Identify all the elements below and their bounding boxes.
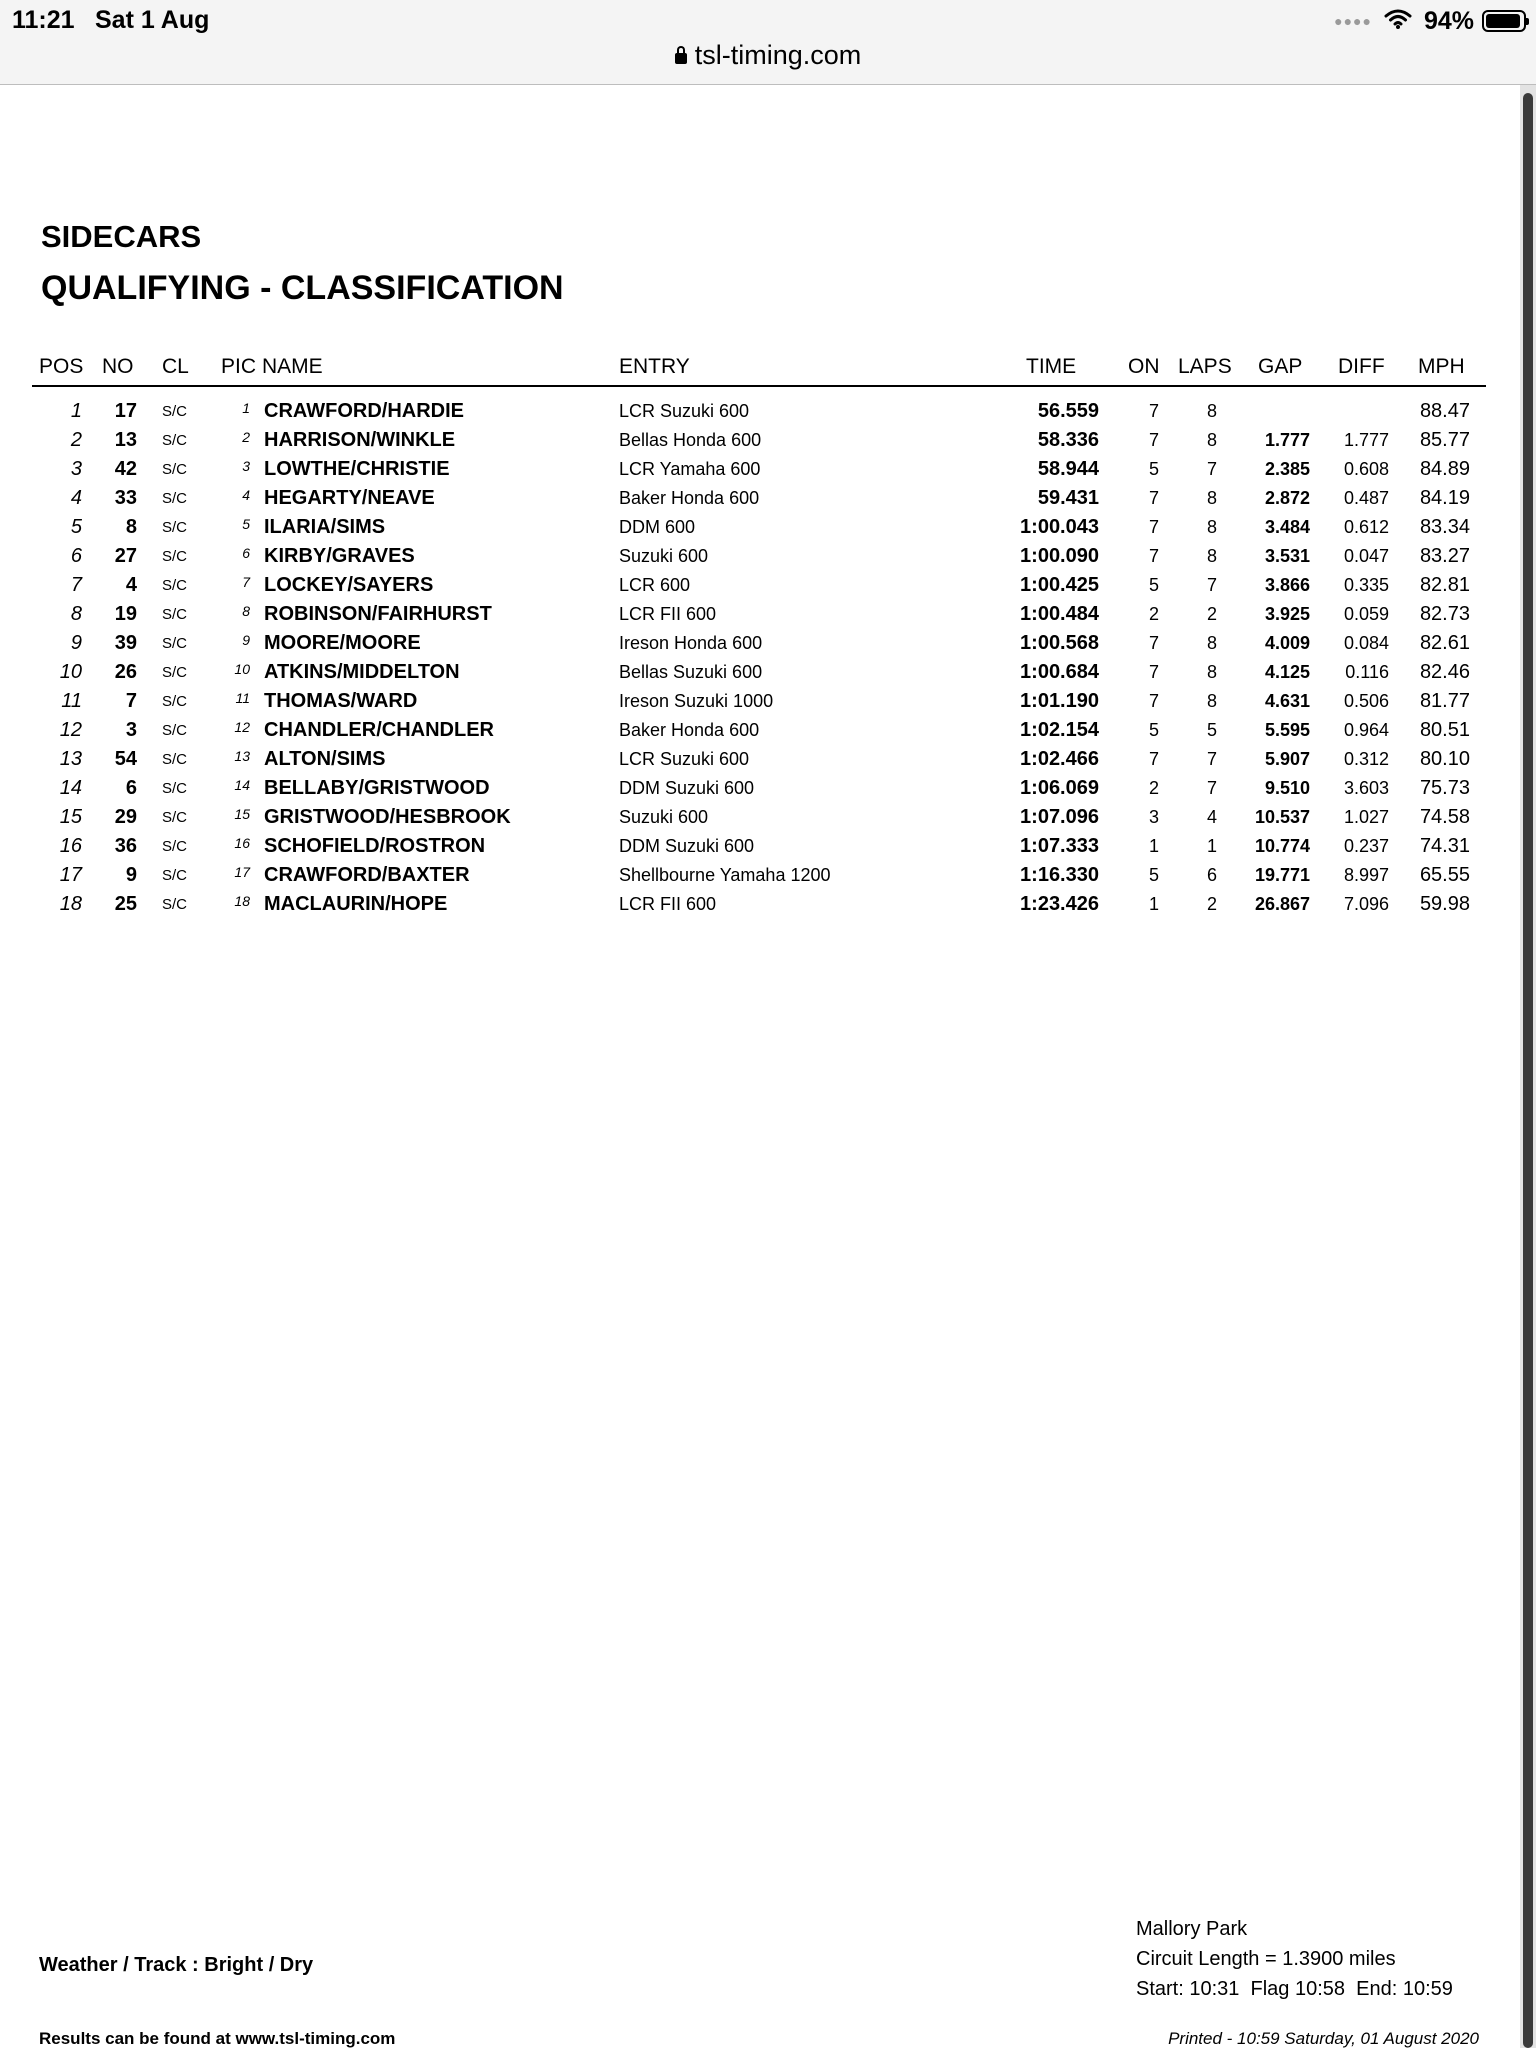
cell-gap: 3.484 <box>1264 517 1310 537</box>
table-row <box>32 716 1486 745</box>
cell-pos: 10 <box>59 661 82 683</box>
cell-entry: Suzuki 600 <box>619 807 709 827</box>
cell-time: 1:23.426 <box>1020 893 1099 915</box>
table-row <box>32 658 1486 687</box>
cell-on: 7 <box>1148 633 1159 653</box>
cell-cl: S/C <box>162 606 188 623</box>
cell-gap: 4.009 <box>1264 633 1310 653</box>
url-text[interactable]: tsl-timing.com <box>694 39 862 70</box>
cell-name: MACLAURIN/HOPE <box>264 893 448 915</box>
table-row <box>32 687 1486 716</box>
cell-laps: 8 <box>1206 430 1217 450</box>
cell-gap: 3.925 <box>1264 604 1310 624</box>
cell-laps: 8 <box>1206 662 1217 682</box>
cell-gap: 2.385 <box>1264 459 1310 479</box>
cell-entry: DDM Suzuki 600 <box>619 778 755 798</box>
cell-pic: 12 <box>234 719 250 735</box>
cell-gap: 26.867 <box>1254 894 1310 914</box>
cell-no: 54 <box>114 748 137 770</box>
session-title: QUALIFYING - CLASSIFICATION <box>41 269 564 307</box>
cell-entry: LCR FII 600 <box>619 604 717 624</box>
cell-gap: 1.777 <box>1264 430 1310 450</box>
cell-time: 1:00.568 <box>1020 632 1099 654</box>
cell-laps: 7 <box>1206 749 1217 769</box>
cell-no: 3 <box>125 719 137 741</box>
cell-gap: 5.595 <box>1264 720 1310 740</box>
cell-gap: 19.771 <box>1254 865 1310 885</box>
cell-pos: 18 <box>59 893 82 915</box>
circuit-name: Mallory Park <box>1136 1918 1248 1940</box>
cell-time: 1:06.069 <box>1020 777 1099 799</box>
cell-name: CRAWFORD/HARDIE <box>264 400 464 422</box>
cell-pic: 9 <box>242 632 250 648</box>
cell-pic: 16 <box>234 835 250 851</box>
header-time: TIME <box>1026 355 1077 378</box>
cell-cl: S/C <box>162 838 188 855</box>
cell-gap: 5.907 <box>1264 749 1310 769</box>
cell-pos: 1 <box>70 400 82 422</box>
cell-pic: 18 <box>234 893 250 909</box>
cell-time: 1:00.043 <box>1020 516 1099 538</box>
cell-diff: 0.964 <box>1343 720 1389 740</box>
cell-diff: 0.312 <box>1343 749 1389 769</box>
cell-no: 9 <box>125 864 137 886</box>
cell-time: 1:00.090 <box>1020 545 1099 567</box>
cell-name: ATKINS/MIDDELTON <box>264 661 460 683</box>
cell-cl: S/C <box>162 896 188 913</box>
cell-gap: 3.531 <box>1264 546 1310 566</box>
cell-mph: 65.55 <box>1419 864 1470 886</box>
cell-time: 1:07.333 <box>1020 835 1099 857</box>
cell-name: LOCKEY/SAYERS <box>264 574 434 596</box>
cell-laps: 4 <box>1206 807 1217 827</box>
cell-entry: DDM Suzuki 600 <box>619 836 755 856</box>
cell-pos: 13 <box>59 748 82 770</box>
cell-entry: LCR 600 <box>619 575 691 595</box>
cell-pic: 4 <box>242 487 250 503</box>
cell-pic: 1 <box>242 400 250 416</box>
header-name: NAME <box>262 355 323 378</box>
weather-track: Weather / Track : Bright / Dry <box>39 1954 314 1976</box>
table-row <box>32 455 1486 484</box>
cell-pos: 2 <box>70 429 82 451</box>
cell-on: 3 <box>1148 807 1159 827</box>
cell-time: 1:00.425 <box>1020 574 1099 596</box>
cell-gap: 2.872 <box>1264 488 1310 508</box>
cell-mph: 82.73 <box>1419 603 1470 625</box>
cell-cl: S/C <box>162 722 188 739</box>
cell-diff: 0.506 <box>1343 691 1389 711</box>
header-on: ON <box>1128 355 1160 378</box>
table-row <box>32 774 1486 803</box>
cell-no: 6 <box>125 777 137 799</box>
cell-no: 42 <box>114 458 137 480</box>
cell-no: 27 <box>114 545 137 567</box>
status-date: Sat 1 Aug <box>95 6 210 34</box>
cell-no: 33 <box>114 487 137 509</box>
table-row <box>32 803 1486 832</box>
cell-diff: 1.027 <box>1343 807 1389 827</box>
cell-entry: Suzuki 600 <box>619 546 709 566</box>
cell-time: 56.559 <box>1037 400 1099 422</box>
scrollbar-thumb[interactable] <box>1523 93 1533 2048</box>
cell-mph: 82.46 <box>1419 661 1470 683</box>
cell-pos: 17 <box>59 864 82 886</box>
cell-name: SCHOFIELD/ROSTRON <box>264 835 486 857</box>
table-row <box>32 890 1486 919</box>
session-times: Start: 10:31 Flag 10:58 End: 10:59 <box>1136 1978 1453 2000</box>
cell-laps: 8 <box>1206 633 1217 653</box>
cell-mph: 80.10 <box>1419 748 1470 770</box>
cell-no: 26 <box>114 661 137 683</box>
cell-on: 7 <box>1148 517 1159 537</box>
cell-no: 25 <box>114 893 137 915</box>
cell-pos: 15 <box>59 806 82 828</box>
cell-pic: 5 <box>242 516 250 532</box>
cell-cl: S/C <box>162 751 188 768</box>
cell-name: CHANDLER/CHANDLER <box>264 719 494 741</box>
header-pos: POS <box>39 355 84 378</box>
cell-mph: 80.51 <box>1419 719 1470 741</box>
cell-on: 2 <box>1148 604 1159 624</box>
cell-pos: 11 <box>61 690 82 712</box>
cell-on: 7 <box>1148 546 1159 566</box>
cell-name: ROBINSON/FAIRHURST <box>264 603 492 625</box>
table-header <box>32 355 1486 387</box>
table-row <box>32 861 1486 890</box>
scrollbar[interactable] <box>1520 85 1536 2048</box>
cell-cl: S/C <box>162 693 188 710</box>
cell-cl: S/C <box>162 635 188 652</box>
cell-entry: Ireson Honda 600 <box>619 633 763 653</box>
circuit-length: Circuit Length = 1.3900 miles <box>1136 1948 1396 1970</box>
cell-pos: 12 <box>59 719 82 741</box>
cell-cl: S/C <box>162 780 188 797</box>
cell-no: 29 <box>114 806 137 828</box>
table-row <box>32 484 1486 513</box>
cell-time: 1:01.190 <box>1020 690 1099 712</box>
cell-mph: 74.58 <box>1419 806 1470 828</box>
cell-pos: 14 <box>59 777 82 799</box>
cell-cl: S/C <box>162 403 188 420</box>
cell-gap: 4.631 <box>1264 691 1310 711</box>
cell-name: MOORE/MOORE <box>264 632 421 654</box>
cell-no: 39 <box>114 632 137 654</box>
cell-name: CRAWFORD/BAXTER <box>264 864 470 886</box>
cell-cl: S/C <box>162 664 188 681</box>
cell-diff: 0.084 <box>1343 633 1389 653</box>
status-indicators <box>1334 5 1526 37</box>
table-row <box>32 629 1486 658</box>
cell-pos: 6 <box>70 545 82 567</box>
cell-mph: 84.19 <box>1419 487 1470 509</box>
cell-laps: 7 <box>1206 459 1217 479</box>
cell-name: BELLABY/GRISTWOOD <box>264 777 490 799</box>
table-row <box>32 426 1486 455</box>
cell-name: THOMAS/WARD <box>264 690 418 712</box>
cell-time: 1:02.466 <box>1020 748 1099 770</box>
cell-entry: LCR Suzuki 600 <box>619 749 750 769</box>
battery-icon <box>1482 10 1526 32</box>
cell-cl: S/C <box>162 867 188 884</box>
cell-mph: 74.31 <box>1419 835 1470 857</box>
cell-laps: 2 <box>1206 604 1217 624</box>
cell-pic: 17 <box>234 864 250 880</box>
header-pic: PIC <box>221 355 257 378</box>
header-mph: MPH <box>1418 355 1465 378</box>
cell-on: 1 <box>1148 894 1159 914</box>
results-table <box>32 355 1486 919</box>
cell-name: ALTON/SIMS <box>264 748 386 770</box>
cell-pos: 5 <box>70 516 82 538</box>
cell-pos: 3 <box>70 458 82 480</box>
cell-name: ILARIA/SIMS <box>264 516 386 538</box>
cell-diff: 0.612 <box>1343 517 1389 537</box>
cell-entry: Baker Honda 600 <box>619 488 760 508</box>
cell-on: 7 <box>1148 662 1159 682</box>
battery-percentage: 94% <box>1423 6 1474 35</box>
cell-pos: 8 <box>70 603 82 625</box>
cell-mph: 83.27 <box>1419 545 1470 567</box>
cell-mph: 81.77 <box>1419 690 1470 712</box>
cell-entry: Baker Honda 600 <box>619 720 760 740</box>
cell-pos: 4 <box>70 487 82 509</box>
cell-entry: Ireson Suzuki 1000 <box>619 691 774 711</box>
lock-icon <box>675 53 687 64</box>
cell-laps: 5 <box>1206 720 1217 740</box>
cell-cl: S/C <box>162 519 188 536</box>
cell-on: 7 <box>1148 401 1159 421</box>
cell-laps: 2 <box>1206 894 1217 914</box>
address-bar[interactable] <box>0 36 1536 74</box>
cell-on: 7 <box>1148 430 1159 450</box>
cell-time: 59.431 <box>1037 487 1099 509</box>
cell-pic: 15 <box>234 806 250 822</box>
cell-mph: 75.73 <box>1419 777 1470 799</box>
cell-diff: 0.059 <box>1343 604 1389 624</box>
cell-on: 5 <box>1148 575 1159 595</box>
cell-cl: S/C <box>162 577 188 594</box>
cell-gap: 10.537 <box>1254 807 1310 827</box>
header-no: NO <box>102 355 134 378</box>
cell-pic: 6 <box>242 545 250 561</box>
cell-pos: 16 <box>59 835 82 857</box>
cell-gap: 10.774 <box>1254 836 1310 856</box>
cell-mph: 82.81 <box>1419 574 1470 596</box>
cell-gap: 9.510 <box>1264 778 1310 798</box>
cell-time: 58.944 <box>1037 458 1099 480</box>
status-time: 11:21 <box>12 6 75 34</box>
table-row <box>32 397 1486 426</box>
header-entry: ENTRY <box>619 355 690 378</box>
cell-laps: 8 <box>1206 488 1217 508</box>
printed-timestamp: Printed - 10:59 Saturday, 01 August 2020 <box>1168 2029 1479 2048</box>
header-laps: LAPS <box>1178 355 1232 378</box>
cell-name: HARRISON/WINKLE <box>264 429 456 451</box>
cell-diff: 3.603 <box>1343 778 1389 798</box>
cell-mph: 88.47 <box>1419 400 1470 422</box>
cell-entry: LCR FII 600 <box>619 894 717 914</box>
cell-pos: 9 <box>70 632 82 654</box>
cell-cl: S/C <box>162 432 188 449</box>
table-row <box>32 745 1486 774</box>
cell-no: 36 <box>114 835 137 857</box>
cell-laps: 7 <box>1206 575 1217 595</box>
header-diff: DIFF <box>1338 355 1385 378</box>
cell-pic: 2 <box>242 429 250 445</box>
wifi-icon <box>1384 8 1412 35</box>
header-cl: CL <box>162 355 189 378</box>
circuit-info <box>1136 1914 1453 2004</box>
cell-mph: 82.61 <box>1419 632 1470 654</box>
browser-chrome <box>0 0 1536 85</box>
cell-diff: 1.777 <box>1343 430 1389 450</box>
cell-no: 13 <box>114 429 137 451</box>
cell-on: 7 <box>1148 749 1159 769</box>
cell-no: 19 <box>114 603 137 625</box>
cell-entry: LCR Suzuki 600 <box>619 401 750 421</box>
cell-no: 7 <box>125 690 137 712</box>
cell-cl: S/C <box>162 809 188 826</box>
cell-time: 1:16.330 <box>1020 864 1099 886</box>
cell-laps: 8 <box>1206 517 1217 537</box>
cell-pos: 7 <box>70 574 82 596</box>
cell-name: KIRBY/GRAVES <box>264 545 415 567</box>
cell-time: 1:00.484 <box>1020 603 1099 625</box>
cell-cl: S/C <box>162 490 188 507</box>
cell-entry: Bellas Honda 600 <box>619 430 762 450</box>
cell-cl: S/C <box>162 548 188 565</box>
cell-diff: 0.335 <box>1343 575 1389 595</box>
cell-time: 1:00.684 <box>1020 661 1099 683</box>
cell-pic: 3 <box>242 458 250 474</box>
cell-no: 4 <box>125 574 137 596</box>
cell-gap: 3.866 <box>1264 575 1310 595</box>
cell-laps: 8 <box>1206 401 1217 421</box>
table-row <box>32 513 1486 542</box>
cell-diff: 8.997 <box>1343 865 1389 885</box>
cell-cl: S/C <box>162 461 188 478</box>
cell-on: 5 <box>1148 459 1159 479</box>
cell-on: 5 <box>1148 720 1159 740</box>
cell-on: 7 <box>1148 691 1159 711</box>
cell-diff: 0.487 <box>1343 488 1389 508</box>
cell-laps: 8 <box>1206 546 1217 566</box>
cell-entry: Shellbourne Yamaha 1200 <box>619 865 831 885</box>
cell-entry: DDM 600 <box>619 517 696 537</box>
table-row <box>32 832 1486 861</box>
cell-no: 17 <box>114 400 137 422</box>
cell-pic: 11 <box>235 690 250 706</box>
cell-laps: 1 <box>1206 836 1217 856</box>
cell-pic: 10 <box>234 661 250 677</box>
cell-name: LOWTHE/CHRISTIE <box>264 458 450 480</box>
cell-on: 5 <box>1148 865 1159 885</box>
cell-mph: 85.77 <box>1419 429 1470 451</box>
cell-laps: 7 <box>1206 778 1217 798</box>
cell-laps: 8 <box>1206 691 1217 711</box>
table-body <box>32 397 1486 919</box>
class-title: SIDECARS <box>41 219 202 254</box>
table-row <box>32 542 1486 571</box>
header-gap: GAP <box>1258 355 1303 378</box>
cell-pic: 7 <box>242 574 250 590</box>
cell-time: 1:07.096 <box>1020 806 1099 828</box>
cell-laps: 6 <box>1206 865 1217 885</box>
cell-on: 2 <box>1148 778 1159 798</box>
cell-time: 1:02.154 <box>1020 719 1099 741</box>
cell-diff: 0.047 <box>1343 546 1389 566</box>
cell-gap: 4.125 <box>1264 662 1310 682</box>
cell-pic: 14 <box>234 777 250 793</box>
cell-mph: 83.34 <box>1419 516 1470 538</box>
cell-diff: 7.096 <box>1343 894 1389 914</box>
cell-mph: 84.89 <box>1419 458 1470 480</box>
cell-pic: 8 <box>242 603 250 619</box>
cell-entry: Bellas Suzuki 600 <box>619 662 763 682</box>
table-row <box>32 571 1486 600</box>
cell-entry: LCR Yamaha 600 <box>619 459 761 479</box>
cell-name: HEGARTY/NEAVE <box>264 487 435 509</box>
results-link-text: Results can be found at www.tsl-timing.com <box>39 2029 396 2048</box>
cell-time: 58.336 <box>1037 429 1099 451</box>
cell-no: 8 <box>125 516 137 538</box>
cell-name: GRISTWOOD/HESBROOK <box>264 806 511 828</box>
cell-on: 1 <box>1148 836 1159 856</box>
cell-mph: 59.98 <box>1419 893 1470 915</box>
cell-diff: 0.608 <box>1343 459 1389 479</box>
cell-diff: 0.116 <box>1345 662 1389 682</box>
cell-on: 7 <box>1148 488 1159 508</box>
table-row <box>32 600 1486 629</box>
cell-pic: 13 <box>234 748 250 764</box>
cellular-signal-icon: ●●●● <box>1334 13 1372 29</box>
cell-diff: 0.237 <box>1343 836 1389 856</box>
